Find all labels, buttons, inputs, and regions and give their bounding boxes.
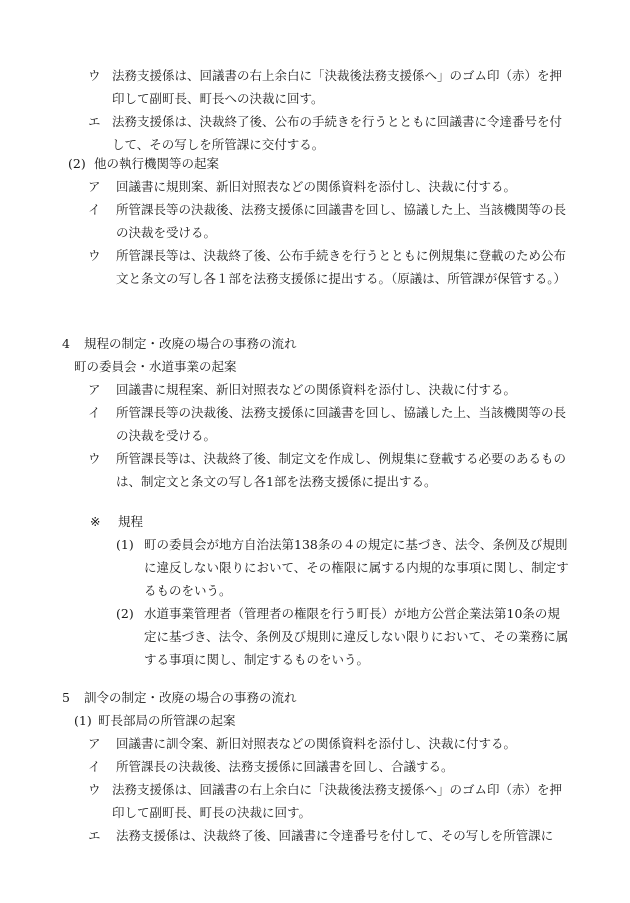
section-5-heading <box>0 686 630 709</box>
item-marker: イ <box>88 202 101 217</box>
note-item-number: (1) <box>116 537 134 552</box>
item-text: 所管課長等の決裁後、法務支援係に回議書を回し、協議した上、当該機関等の長の決裁を受ける。 <box>116 405 567 443</box>
item-text: 所管課長等は、決裁終了後、公布手続きを行うとともに例規集に登載のため公布文と条文の写し各１部を法務支援係に提出する。（原議は、所管課が保管する。） <box>116 248 567 286</box>
item-a-attach-materials <box>0 175 630 198</box>
item-text: 回議書に規程案、新旧対照表などの関係資料を添付し、決裁に付する。 <box>116 382 517 397</box>
note-item-text: 町の委員会が地方自治法第138条の４の規定に基づき、法令、条例及び規則に違反しない限りにおいて、その権限に属する内規的な事項に関し、制定するものをいう。 <box>144 537 569 598</box>
note-rules-heading <box>0 510 630 533</box>
item-i-consultation <box>0 198 630 244</box>
item-text: 所管課長等は、決裁終了後、制定文を作成し、例規集に登載する必要のあるものは、制定文と条文の写し各1部を法務支援係に提出する。 <box>116 451 567 489</box>
item-text: 所管課長等の決裁後、法務支援係に回議書を回し、協議した上、当該機関等の長の決裁を受ける。 <box>116 202 567 240</box>
item-text: 法務支援係は、決裁終了後、公布の手続きを行うとともに回議書に令達番号を付して、その写しを所管課に交付する。 <box>112 114 563 152</box>
item-marker: ア <box>88 736 101 751</box>
section-number: 4 <box>62 336 70 351</box>
item-marker: イ <box>88 405 101 420</box>
subsection-number: (2) <box>68 156 86 171</box>
item-text: 法務支援係は、回議書の右上余白に「決裁後法務支援係へ」のゴム印（赤）を押印して副町長、町長への決裁に回す。 <box>112 68 563 106</box>
item-text: 回議書に訓令案、新旧対照表などの関係資料を添付し、決裁に付する。 <box>116 736 517 751</box>
item-e-promulgation <box>0 110 630 156</box>
item-u-enactment-text <box>0 447 630 493</box>
item-u-rubber-stamp-directive <box>0 778 630 824</box>
item-text: 回議書に規則案、新旧対照表などの関係資料を添付し、決裁に付する。 <box>116 179 517 194</box>
note-item-number: (2) <box>116 606 134 621</box>
subsection-1-mayor-dept <box>0 709 630 732</box>
subsection-number: (1) <box>74 713 92 728</box>
item-marker: ウ <box>88 451 101 466</box>
note-item-1 <box>0 533 630 602</box>
item-i-consultation-rules <box>0 401 630 447</box>
item-marker: エ <box>88 828 101 843</box>
section-title: 訓令の制定・改廃の場合の事務の流れ <box>84 690 297 705</box>
item-text: 法務支援係は、決裁終了後、回議書に令達番号を付して、その写しを所管課に <box>116 828 554 843</box>
item-text: 法務支援係は、回議書の右上余白に「決裁後法務支援係へ」のゴム印（赤）を押印して副町長、町長の決裁に回す。 <box>112 782 563 820</box>
item-marker: ア <box>88 179 101 194</box>
item-marker: ウ <box>88 248 101 263</box>
section-number: 5 <box>62 690 70 705</box>
item-a-attach-materials-directive <box>0 732 630 755</box>
section-4-heading <box>0 332 630 355</box>
note-item-2 <box>0 602 630 671</box>
note-marker: ※ <box>90 514 101 529</box>
note-item-text: 水道事業管理者（管理者の権限を行う町長）が地方公営企業法第10条の規定に基づき、法令、条例及び規則に違反しない限りにおいて、その業務に属する事項に関し、制定するものをいう。 <box>144 606 569 667</box>
note-title: 規程 <box>118 514 144 529</box>
item-marker: ウ <box>88 68 101 83</box>
item-marker: エ <box>88 114 101 129</box>
item-u-publication <box>0 244 630 290</box>
subsection-title: 町の委員会・水道事業の起案 <box>74 359 237 374</box>
subsection-committee-water <box>0 355 630 378</box>
item-text: 所管課長の決裁後、法務支援係に回議書を回し、合議する。 <box>116 759 454 774</box>
item-e-directive-number <box>0 824 630 847</box>
subsection-title: 町長部局の所管課の起案 <box>98 713 236 728</box>
section-title: 規程の制定・改廃の場合の事務の流れ <box>84 336 297 351</box>
item-marker: ア <box>88 382 101 397</box>
item-a-attach-materials-rules <box>0 378 630 401</box>
item-u-rubber-stamp <box>0 64 630 110</box>
subsection-title: 他の執行機関等の起案 <box>94 156 220 171</box>
item-i-consultation-directive <box>0 755 630 778</box>
item-marker: イ <box>88 759 101 774</box>
subsection-2-other-bodies <box>0 152 630 175</box>
item-marker: ウ <box>88 782 101 797</box>
